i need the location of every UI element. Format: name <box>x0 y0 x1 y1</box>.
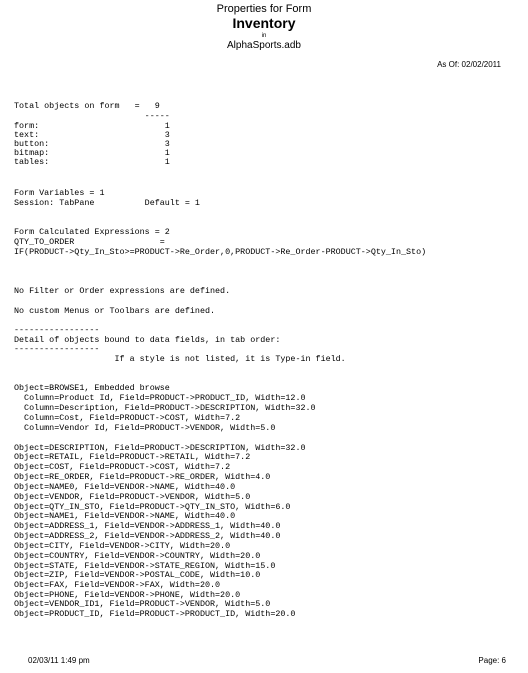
report-line: Object=NAME0, Field=VENDOR->NAME, Width=40.0 <box>14 482 236 492</box>
report-line: text: 3 <box>14 130 170 140</box>
report-line: Object=VENDOR_ID1, Field=PRODUCT->VENDOR, Width=5.0 <box>14 599 271 609</box>
report-line: ----------------- <box>14 344 100 354</box>
report-line: Column=Product Id, Field=PRODUCT->PRODUCT_ID, Width=12.0 <box>14 393 306 403</box>
report-line: No Filter or Order expressions are defined. <box>14 286 231 296</box>
report-line: Object=ADDRESS_1, Field=VENDOR->ADDRESS_1, Width=40.0 <box>14 521 281 531</box>
report-line: form: 1 <box>14 121 170 131</box>
report-line: Object=QTY_IN_STO, Field=PRODUCT->QTY_IN_STO, Width=6.0 <box>14 502 291 512</box>
report-title: Properties for Form <box>216 3 312 15</box>
report-line: Object=ADDRESS_2, Field=VENDOR->ADDRESS_2, Width=40.0 <box>14 531 281 541</box>
report-line: Object=DESCRIPTION, Field=PRODUCT->DESCRIPTION, Width=32.0 <box>14 443 306 453</box>
report-line: Object=PHONE, Field=VENDOR->PHONE, Width=20.0 <box>14 590 241 600</box>
report-line: Object=COST, Field=PRODUCT->COST, Width=7.2 <box>14 462 231 472</box>
report-line: Session: TabPane Default = 1 <box>14 198 200 208</box>
report-line: QTY_TO_ORDER = <box>14 237 165 247</box>
report-line: Object=PRODUCT_ID, Field=PRODUCT->PRODUCT_ID, Width=20.0 <box>14 609 296 619</box>
report-line: Column=Vendor Id, Field=PRODUCT->VENDOR, Width=5.0 <box>14 423 276 433</box>
report-line: Object=NAME1, Field=VENDOR->NAME, Width=40.0 <box>14 511 236 521</box>
report-line: ----- <box>14 111 170 121</box>
report-line: Object=STATE, Field=VENDOR->STATE_REGION, Width=15.0 <box>14 561 276 571</box>
report-line: tables: 1 <box>14 157 170 167</box>
form-name: Inventory <box>232 15 296 31</box>
report-line: If a style is not listed, it is Type-in field. <box>14 354 346 364</box>
footer-page-number: Page: 6 <box>478 656 506 665</box>
report-line: IF(PRODUCT->Qty_In_Sto>=PRODUCT->Re_Order,0,PRODUCT->Re_Order-PRODUCT->Qty_In_Sto) <box>14 247 427 257</box>
report-line: Object=COUNTRY, Field=VENDOR->COUNTRY, Width=20.0 <box>14 551 261 561</box>
report-line: Object=VENDOR, Field=PRODUCT->VENDOR, Width=5.0 <box>14 492 251 502</box>
database-name: AlphaSports.adb <box>227 40 301 51</box>
report-line: Column=Cost, Field=PRODUCT->COST, Width=7.2 <box>14 413 241 423</box>
in-label: in <box>261 33 267 39</box>
report-line: Object=RE_ORDER, Field=PRODUCT->RE_ORDER, Width=4.0 <box>14 472 271 482</box>
report-line: ----------------- <box>14 325 100 335</box>
report-line: Object=ZIP, Field=VENDOR->POSTAL_CODE, Width=10.0 <box>14 570 261 580</box>
as-of-date: As Of: 02/02/2011 <box>437 60 501 69</box>
report-line: button: 3 <box>14 139 170 149</box>
report-line: Form Variables = 1 <box>14 188 105 198</box>
report-line: Total objects on form = 9 <box>14 101 160 111</box>
report-line: Object=CITY, Field=VENDOR->CITY, Width=20.0 <box>14 541 231 551</box>
report-line: Column=Description, Field=PRODUCT->DESCRIPTION, Width=32.0 <box>14 403 316 413</box>
report-line: Detail of objects bound to data fields, in tab order: <box>14 335 281 345</box>
report-line: bitmap: 1 <box>14 148 170 158</box>
report-line: Form Calculated Expressions = 2 <box>14 227 170 237</box>
report-line: Object=BROWSE1, Embedded browse <box>14 383 170 393</box>
footer-date-time: 02/03/11 1:49 pm <box>28 656 90 665</box>
report-line: No custom Menus or Toolbars are defined. <box>14 306 216 316</box>
report-line: Object=RETAIL, Field=PRODUCT->RETAIL, Width=7.2 <box>14 452 251 462</box>
report-line: Object=FAX, Field=VENDOR->FAX, Width=20.0 <box>14 580 221 590</box>
